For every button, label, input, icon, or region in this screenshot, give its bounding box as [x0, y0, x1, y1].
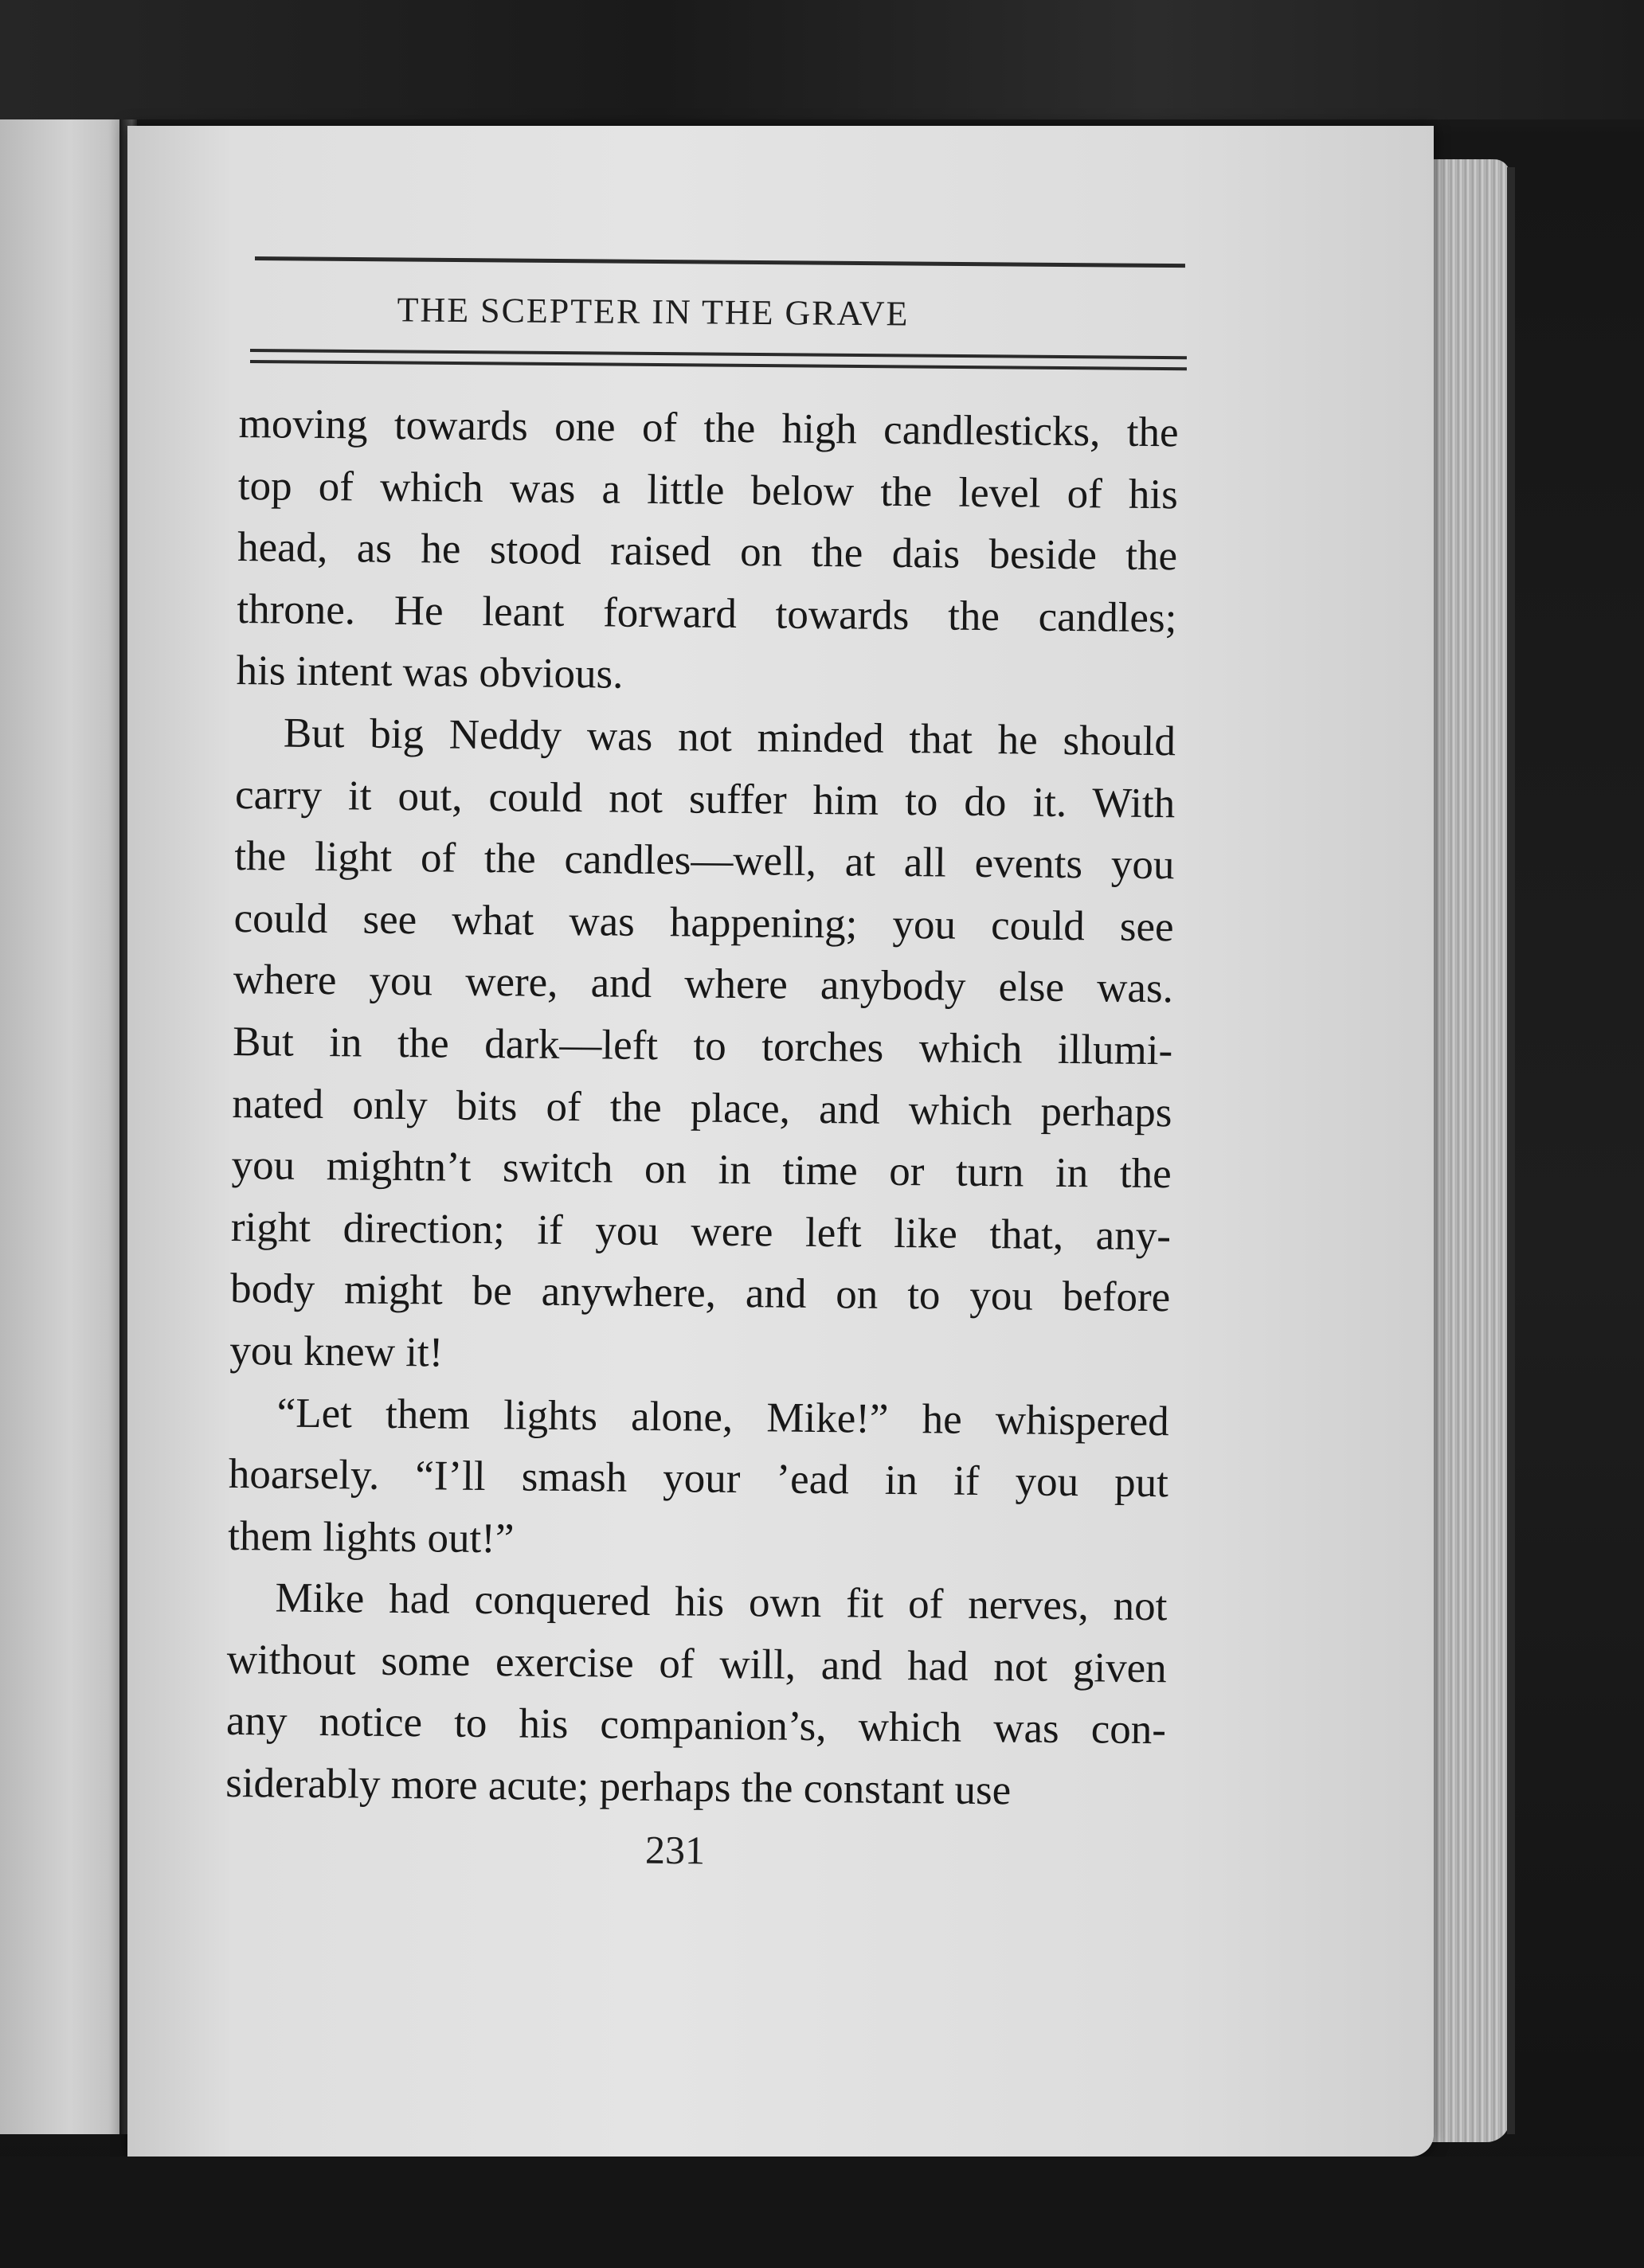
paragraph [228, 1382, 1169, 1576]
text-line: could see what was happening; you could see [233, 894, 1174, 951]
running-head: THE SCEPTER IN THE GRAVE [397, 290, 910, 334]
text-line: body might be anywhere, and on to you before [229, 1265, 1171, 1321]
text-line: you knew it! [229, 1327, 444, 1376]
text-line: Mike had conquered his own fit of nerves, not [275, 1574, 1168, 1630]
text-line: his intent was obvious. [236, 647, 624, 698]
paragraph [229, 702, 1176, 1391]
page-number: 231 [644, 1827, 706, 1873]
text-line: But big Neddy was not minded that he should [283, 710, 1176, 765]
text-line: you mightn’t switch on in time or turn in the [231, 1142, 1172, 1198]
text-line: throne. He leant forward towards the candles; [237, 585, 1177, 642]
text-line: any notice to his companion’s, which was con- [225, 1698, 1167, 1754]
text-line: right direction; if you were left like that, any- [230, 1203, 1172, 1259]
text-line: “Let them lights alone, Mike!” he whispered [276, 1390, 1169, 1445]
text-line: nated only bits of the place, and which perhaps [232, 1080, 1172, 1136]
text-line: where you were, and where anybody else was. [233, 956, 1174, 1012]
dark-background-strip [0, 0, 1644, 119]
page-edges [1427, 159, 1510, 2142]
text-line: without some exercise of will, and had not given [226, 1636, 1167, 1692]
text-line: carry it out, could not suffer him to do it. With [234, 771, 1176, 827]
text-line: the light of the candles—well, at all events you [234, 833, 1175, 889]
text-line: top of which was a little below the level of his [237, 462, 1179, 518]
text-line: head, as he stood raised on the dais beside the [237, 524, 1178, 580]
text-line: them lights out!” [227, 1512, 515, 1562]
paragraph [236, 393, 1179, 711]
page-edges-shadow [1507, 167, 1515, 2134]
paragraph [225, 1567, 1168, 1824]
dark-background-bottom [0, 2157, 1644, 2268]
text-line: But in the dark—left to torches which illumi- [232, 1018, 1173, 1074]
text-line: moving towards one of the high candlesticks, the [238, 400, 1179, 456]
body-text [225, 393, 1179, 1824]
facing-page-left [0, 119, 127, 2134]
text-line: siderably more acute; perhaps the constant use [225, 1759, 1012, 1814]
text-line: hoarsely. “I’ll smash your ’ead in if you put [228, 1451, 1169, 1507]
